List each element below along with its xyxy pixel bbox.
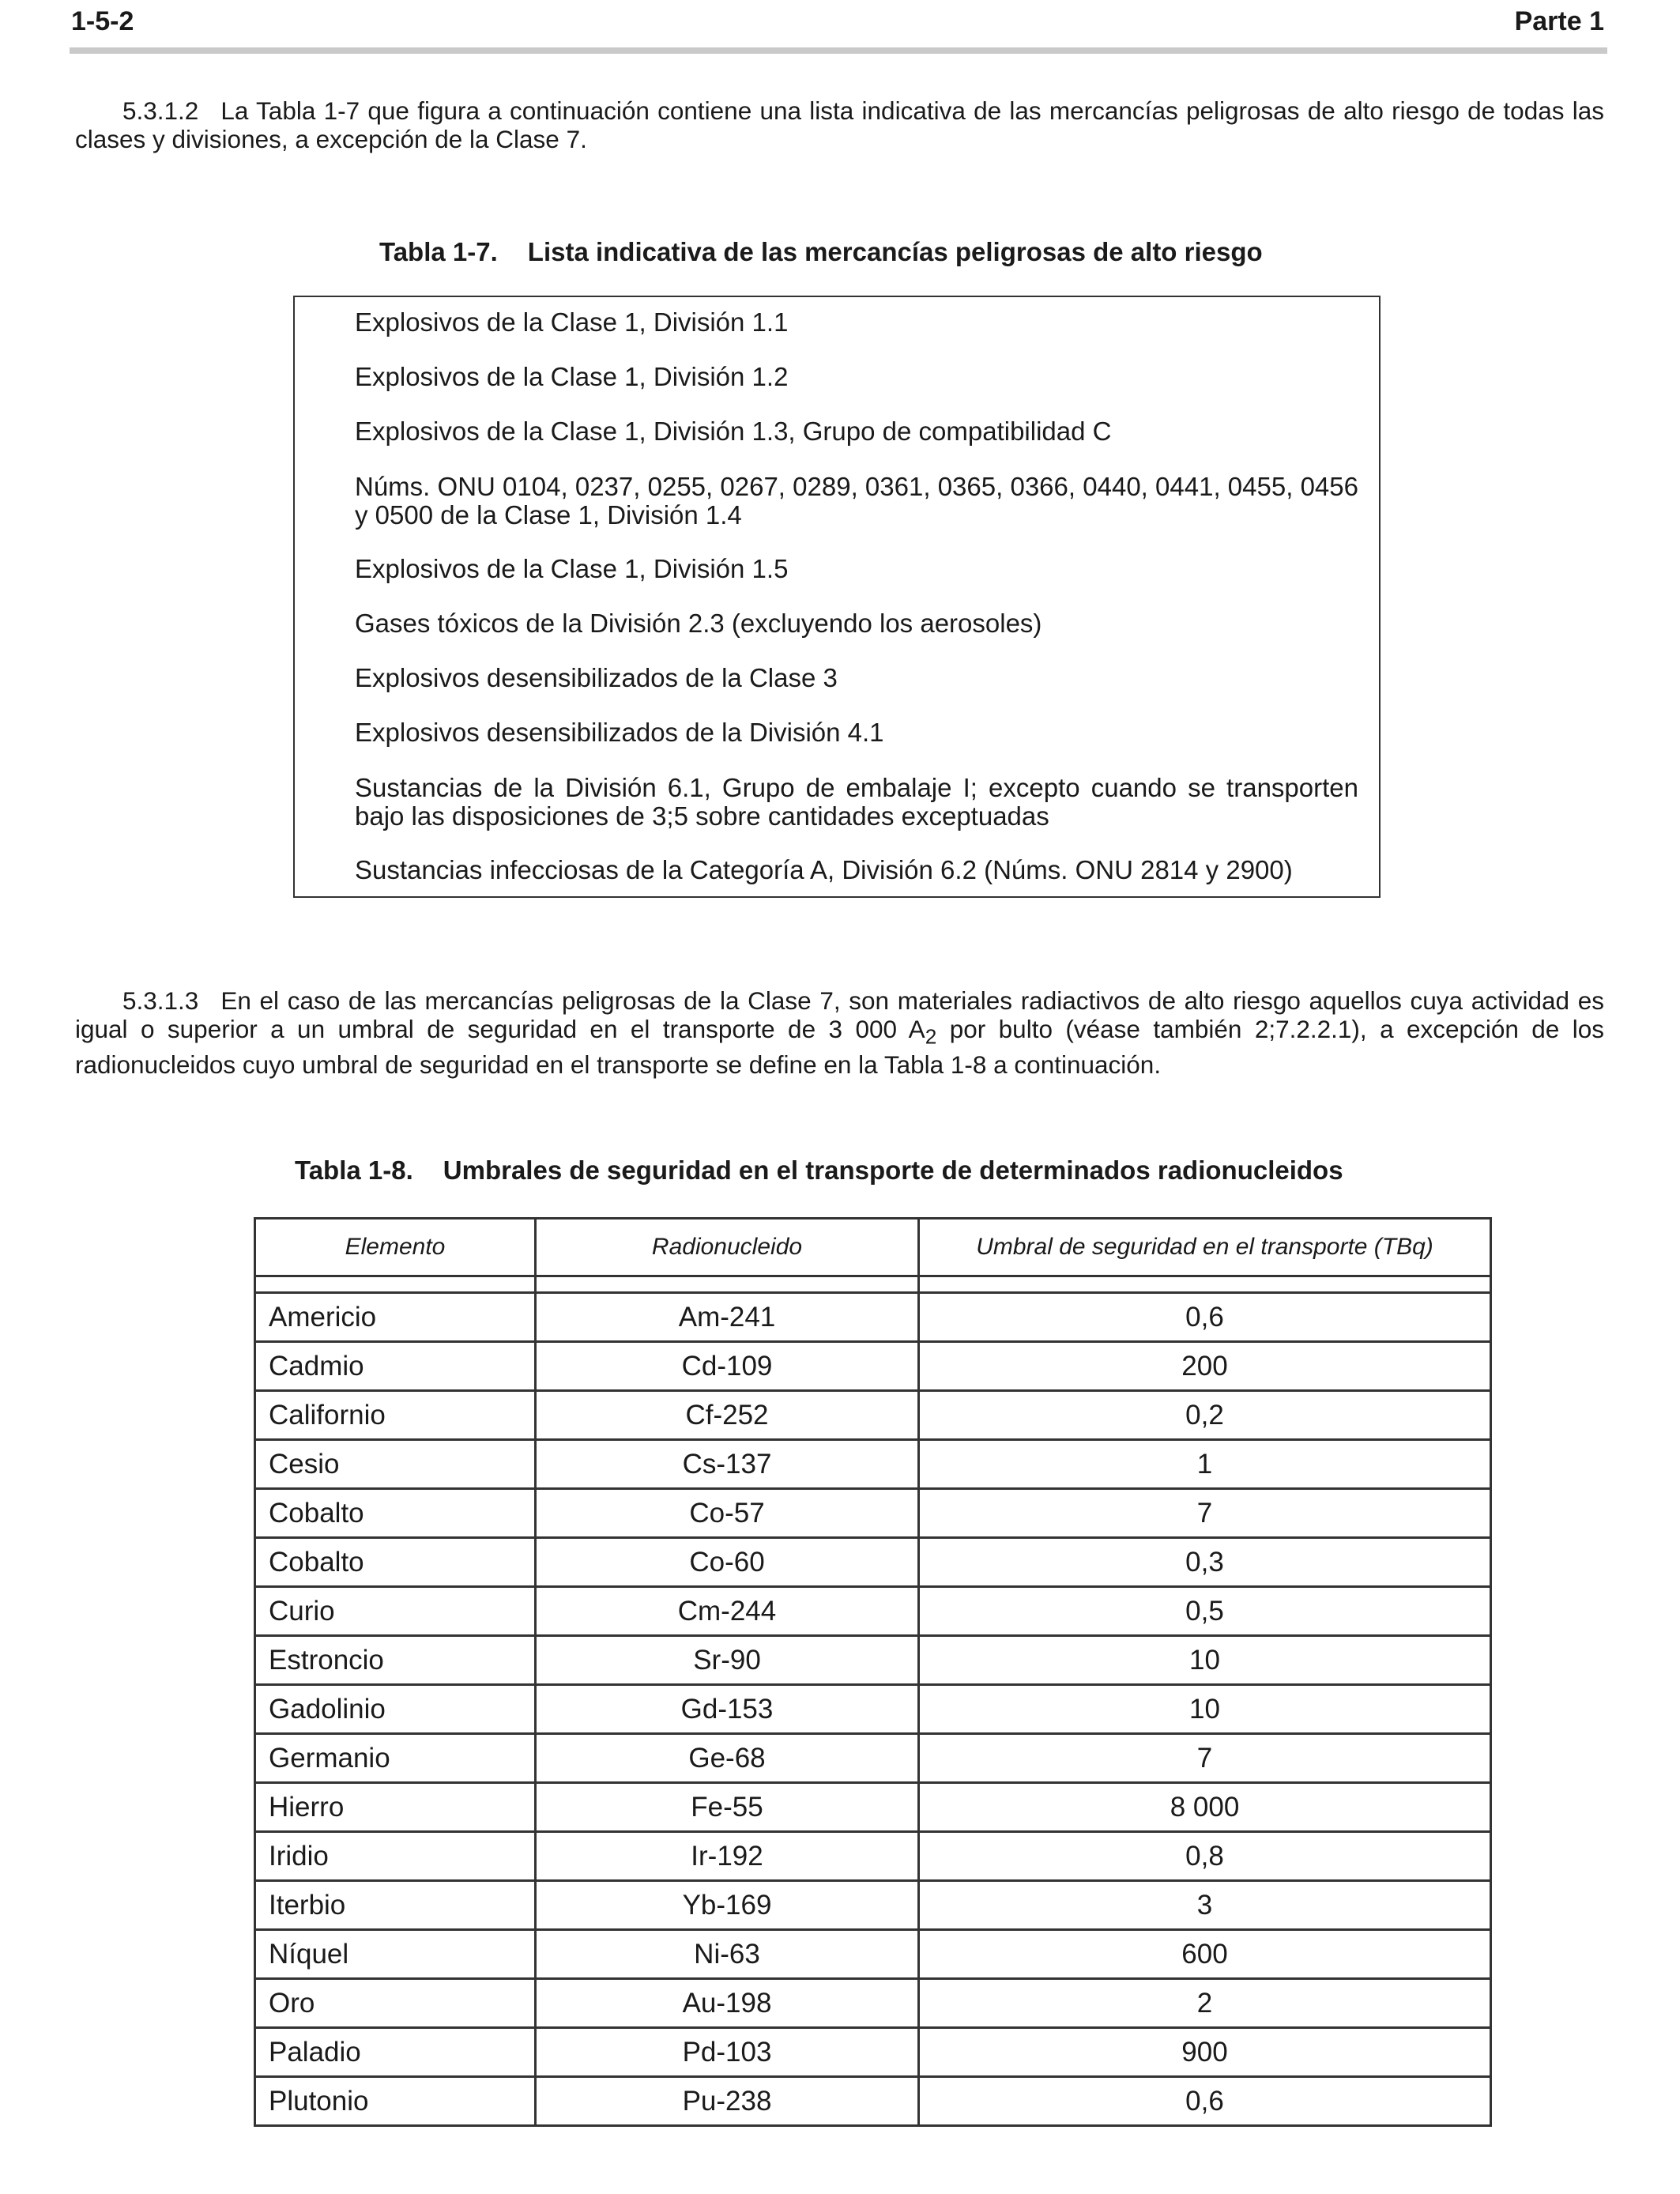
cell-elemento: Cadmio	[255, 1342, 536, 1391]
cell-elemento: Germanio	[255, 1734, 536, 1783]
cell-umbral: 200	[919, 1342, 1491, 1391]
cell-elemento: Plutonio	[255, 2077, 536, 2126]
cell-elemento: Hierro	[255, 1783, 536, 1832]
column-header-umbral: Umbral de seguridad en el transporte (TBq)	[919, 1219, 1491, 1276]
cell-elemento: Cobalto	[255, 1489, 536, 1538]
cell-radionucleido: Ge-68	[536, 1734, 919, 1783]
cell-radionucleido: Pd-103	[536, 2028, 919, 2077]
table-row	[255, 1685, 1491, 1734]
table-row	[255, 1489, 1491, 1538]
part-label: Parte 1	[1514, 6, 1604, 36]
cell-radionucleido: Gd-153	[536, 1685, 919, 1734]
subscript: 2	[925, 1024, 937, 1049]
list-item: Núms. ONU 0104, 0237, 0255, 0267, 0289, 0361, 0365, 0366, 0440, 0441, 0455, 0456 y 0500 de la Clase 1, División 1.4	[355, 472, 1358, 530]
table-number: Tabla 1-8.	[295, 1155, 413, 1185]
table-title: Umbrales de seguridad en el transporte de determinados radionucleidos	[443, 1155, 1343, 1185]
table-body	[255, 1293, 1491, 2126]
table-row	[255, 1538, 1491, 1587]
list-item: Explosivos desensibilizados de la División 4.1	[355, 718, 884, 747]
table-row	[255, 1979, 1491, 2028]
cell-radionucleido: Ni-63	[536, 1930, 919, 1979]
table-row	[255, 1930, 1491, 1979]
table-1-7-caption	[379, 237, 1263, 267]
table-1-8-caption	[295, 1155, 1343, 1186]
cell-elemento: Níquel	[255, 1930, 536, 1979]
cell-radionucleido: Cd-109	[536, 1342, 919, 1391]
cell-elemento: Iterbio	[255, 1881, 536, 1930]
cell-elemento: Cesio	[255, 1440, 536, 1489]
cell-elemento: Iridio	[255, 1832, 536, 1881]
table-row	[255, 1342, 1491, 1391]
cell-radionucleido: Cs-137	[536, 1440, 919, 1489]
cell-elemento: Californio	[255, 1391, 536, 1440]
table-row	[255, 1440, 1491, 1489]
table-header-row	[255, 1219, 1491, 1276]
cell-elemento: Paladio	[255, 2028, 536, 2077]
cell-radionucleido: Co-57	[536, 1489, 919, 1538]
column-header-elemento: Elemento	[255, 1219, 536, 1276]
paragraph-5-3-1-2	[75, 96, 1604, 153]
cell-radionucleido: Am-241	[536, 1293, 919, 1342]
paragraph-5-3-1-3	[75, 986, 1604, 1079]
table-row	[255, 2028, 1491, 2077]
list-item: Gases tóxicos de la División 2.3 (excluyendo los aerosoles)	[355, 609, 1042, 638]
list-item: Explosivos desensibilizados de la Clase 3	[355, 663, 838, 692]
table-row	[255, 1734, 1491, 1783]
cell-elemento: Curio	[255, 1587, 536, 1636]
table-number: Tabla 1-7.	[379, 237, 498, 266]
cell-umbral: 3	[919, 1881, 1491, 1930]
cell-radionucleido: Co-60	[536, 1538, 919, 1587]
cell-radionucleido: Fe-55	[536, 1783, 919, 1832]
header-spacer-row	[255, 1276, 1491, 1293]
table-row	[255, 1391, 1491, 1440]
table-row	[255, 1783, 1491, 1832]
cell-radionucleido: Ir-192	[536, 1832, 919, 1881]
cell-radionucleido: Cf-252	[536, 1391, 919, 1440]
cell-umbral: 0,5	[919, 1587, 1491, 1636]
cell-elemento: Estroncio	[255, 1636, 536, 1685]
table-row	[255, 1832, 1491, 1881]
list-item: Explosivos de la Clase 1, División 1.5	[355, 554, 789, 583]
cell-umbral: 0,2	[919, 1391, 1491, 1440]
table-row	[255, 1293, 1491, 1342]
cell-radionucleido: Yb-169	[536, 1881, 919, 1930]
list-item: Sustancias infecciosas de la Categoría A, División 6.2 (Núms. ONU 2814 y 2900)	[355, 855, 1293, 884]
header-divider	[70, 47, 1607, 54]
table-row	[255, 1587, 1491, 1636]
cell-umbral: 7	[919, 1489, 1491, 1538]
cell-radionucleido: Pu-238	[536, 2077, 919, 2126]
list-item: Explosivos de la Clase 1, División 1.1	[355, 307, 789, 337]
cell-umbral: 600	[919, 1930, 1491, 1979]
cell-umbral: 900	[919, 2028, 1491, 2077]
cell-radionucleido: Au-198	[536, 1979, 919, 2028]
cell-elemento: Gadolinio	[255, 1685, 536, 1734]
cell-radionucleido: Cm-244	[536, 1587, 919, 1636]
list-item: Sustancias de la División 6.1, Grupo de embalaje I; excepto cuando se transporten bajo las disposiciones de 3;5 sobre cantidades exceptuadas	[355, 773, 1358, 831]
cell-elemento: Cobalto	[255, 1538, 536, 1587]
table-1-7-box	[293, 296, 1381, 898]
paragraph-number: 5.3.1.2	[122, 96, 199, 125]
cell-umbral: 10	[919, 1685, 1491, 1734]
paragraph-text: En el caso de las mercancías peligrosas de la Clase 7, son materiales radiactivos de alto riesgo aquellos cuya actividad es igual o superior a un umbral de seguridad en el transporte de 3 000 A	[75, 986, 1604, 1043]
table-row	[255, 1636, 1491, 1685]
table-row	[255, 2077, 1491, 2126]
table-1-8	[254, 1217, 1492, 2127]
table-row	[255, 1881, 1491, 1930]
cell-umbral: 0,6	[919, 2077, 1491, 2126]
cell-umbral: 10	[919, 1636, 1491, 1685]
cell-umbral: 0,3	[919, 1538, 1491, 1587]
list-item: Explosivos de la Clase 1, División 1.3, Grupo de compatibilidad C	[355, 417, 1112, 446]
cell-elemento: Americio	[255, 1293, 536, 1342]
cell-elemento: Oro	[255, 1979, 536, 2028]
cell-umbral: 7	[919, 1734, 1491, 1783]
cell-umbral: 8 000	[919, 1783, 1491, 1832]
paragraph-text: La Tabla 1-7 que figura a continuación contiene una lista indicativa de las mercancías peligrosas de alto riesgo de todas las clases y divisiones, a excepción de la Clase 7.	[75, 96, 1604, 153]
cell-umbral: 0,6	[919, 1293, 1491, 1342]
page-number: 1-5-2	[71, 6, 134, 36]
cell-umbral: 0,8	[919, 1832, 1491, 1881]
paragraph-number: 5.3.1.3	[122, 986, 199, 1015]
table-title: Lista indicativa de las mercancías peligrosas de alto riesgo	[527, 237, 1263, 266]
cell-umbral: 1	[919, 1440, 1491, 1489]
paragraph-text-continued: por bulto (véase también 2;7.2.2.1), a excepción de los radionucleidos cuyo umbral de seguridad en el transporte se define en la Tabla 1-8 a continuación.	[75, 1015, 1604, 1080]
cell-radionucleido: Sr-90	[536, 1636, 919, 1685]
column-header-radionucleido: Radionucleido	[536, 1219, 919, 1276]
cell-umbral: 2	[919, 1979, 1491, 2028]
list-item: Explosivos de la Clase 1, División 1.2	[355, 362, 789, 391]
